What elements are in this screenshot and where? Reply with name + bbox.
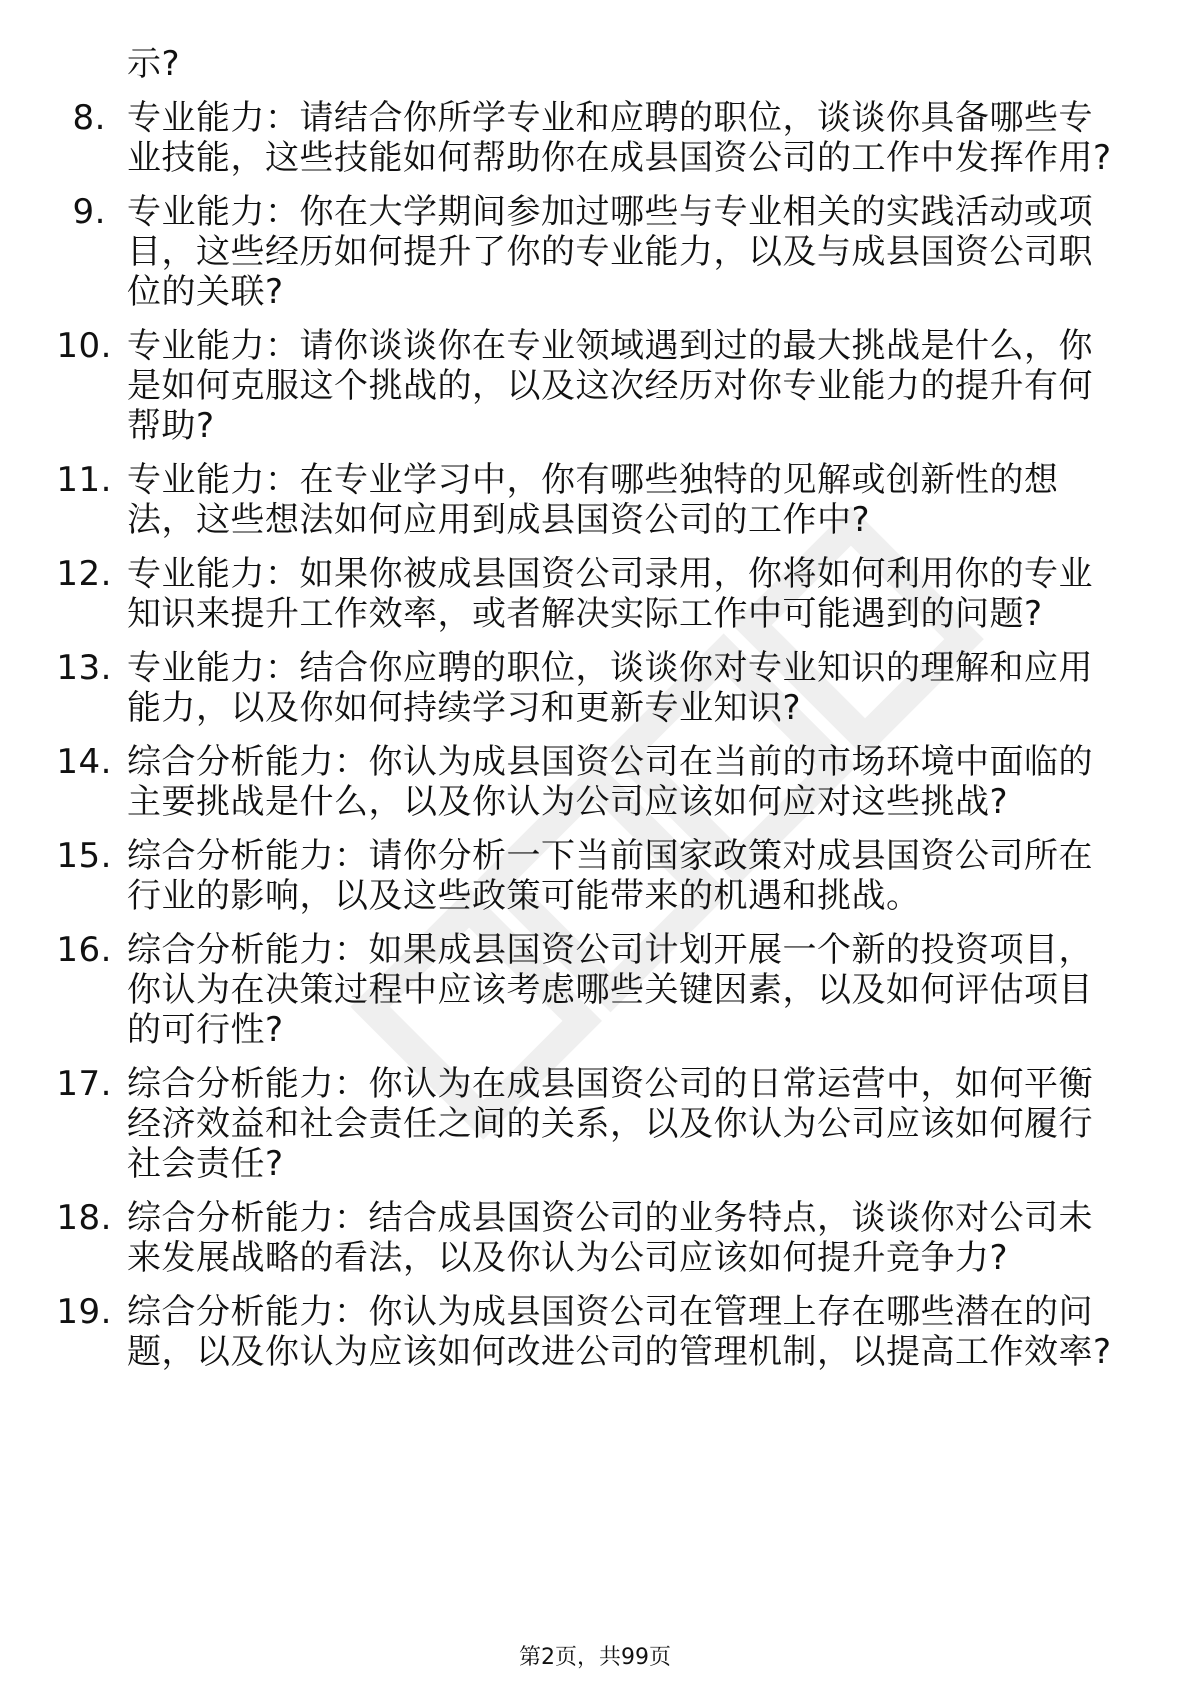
question-text: 专业能力：在专业学习中，你有哪些独特的见解或创新性的想法，这些想法如何应用到成县国资公司的工作中? (127, 460, 1059, 540)
question-number: 17. (56, 1064, 112, 1104)
question-number: 19. (56, 1292, 112, 1332)
question-text: 专业能力：你在大学期间参加过哪些与专业相关的实践活动或项目，这些经历如何提升了你的专业能力，以及与成县国资公司职位的关联? (127, 192, 1093, 312)
question-number: 13. (56, 648, 112, 688)
question-item (0, 930, 1117, 1050)
question-item (0, 192, 1117, 312)
question-text: 专业能力：请你谈谈你在专业领域遇到过的最大挑战是什么，你是如何克服这个挑战的，以及这次经历对你专业能力的提升有何帮助? (127, 326, 1093, 446)
question-number: 16. (56, 930, 112, 970)
question-text: 综合分析能力：请你分析一下当前国家政策对成县国资公司所在行业的影响，以及这些政策可能带来的机遇和挑战。 (127, 836, 1093, 916)
document-body (0, 44, 1190, 1372)
question-number: 14. (56, 742, 112, 782)
question-item (0, 98, 1117, 178)
page-footer (0, 1644, 1190, 1672)
question-number: 11. (56, 460, 112, 500)
question-item (0, 1292, 1117, 1372)
question-number: 9. (72, 192, 106, 232)
question-item (0, 1064, 1117, 1184)
question-number: 8. (72, 98, 106, 138)
question-item (0, 648, 1117, 728)
question-item (0, 460, 1117, 540)
question-item (0, 554, 1117, 634)
question-text: 综合分析能力：结合成县国资公司的业务特点，谈谈你对公司未来发展战略的看法，以及你认为公司应该如何提升竞争力? (127, 1198, 1093, 1278)
question-number: 18. (56, 1198, 112, 1238)
question-item (0, 326, 1117, 446)
question-text: 综合分析能力：如果成县国资公司计划开展一个新的投资项目，你认为在决策过程中应该考虑哪些关键因素，以及如何评估项目的可行性? (127, 930, 1093, 1050)
question-item (0, 836, 1117, 916)
question-text: 综合分析能力：你认为成县国资公司在管理上存在哪些潜在的问题，以及你认为应该如何改进公司的管理机制，以提高工作效率? (127, 1292, 1112, 1372)
question-number: 15. (56, 836, 112, 876)
page-number-label: 第2页，共99页 (519, 1645, 671, 1670)
continued-question-text: 示? (127, 44, 181, 84)
question-item (0, 1198, 1117, 1278)
question-list (0, 98, 1190, 1372)
question-text: 专业能力：请结合你所学专业和应聘的职位，谈谈你具备哪些专业技能，这些技能如何帮助你在成县国资公司的工作中发挥作用? (127, 98, 1112, 178)
question-item (0, 742, 1117, 822)
question-number: 12. (56, 554, 112, 594)
question-text: 综合分析能力：你认为在成县国资公司的日常运营中，如何平衡经济效益和社会责任之间的关系，以及你认为公司应该如何履行社会责任? (127, 1064, 1093, 1184)
question-text: 综合分析能力：你认为成县国资公司在当前的市场环境中面临的主要挑战是什么，以及你认为公司应该如何应对这些挑战? (127, 742, 1093, 822)
question-text: 专业能力：结合你应聘的职位，谈谈你对专业知识的理解和应用能力，以及你如何持续学习和更新专业知识? (127, 648, 1093, 728)
question-text: 专业能力：如果你被成县国资公司录用，你将如何利用你的专业知识来提升工作效率，或者解决实际工作中可能遇到的问题? (127, 554, 1093, 634)
question-number: 10. (56, 326, 112, 366)
